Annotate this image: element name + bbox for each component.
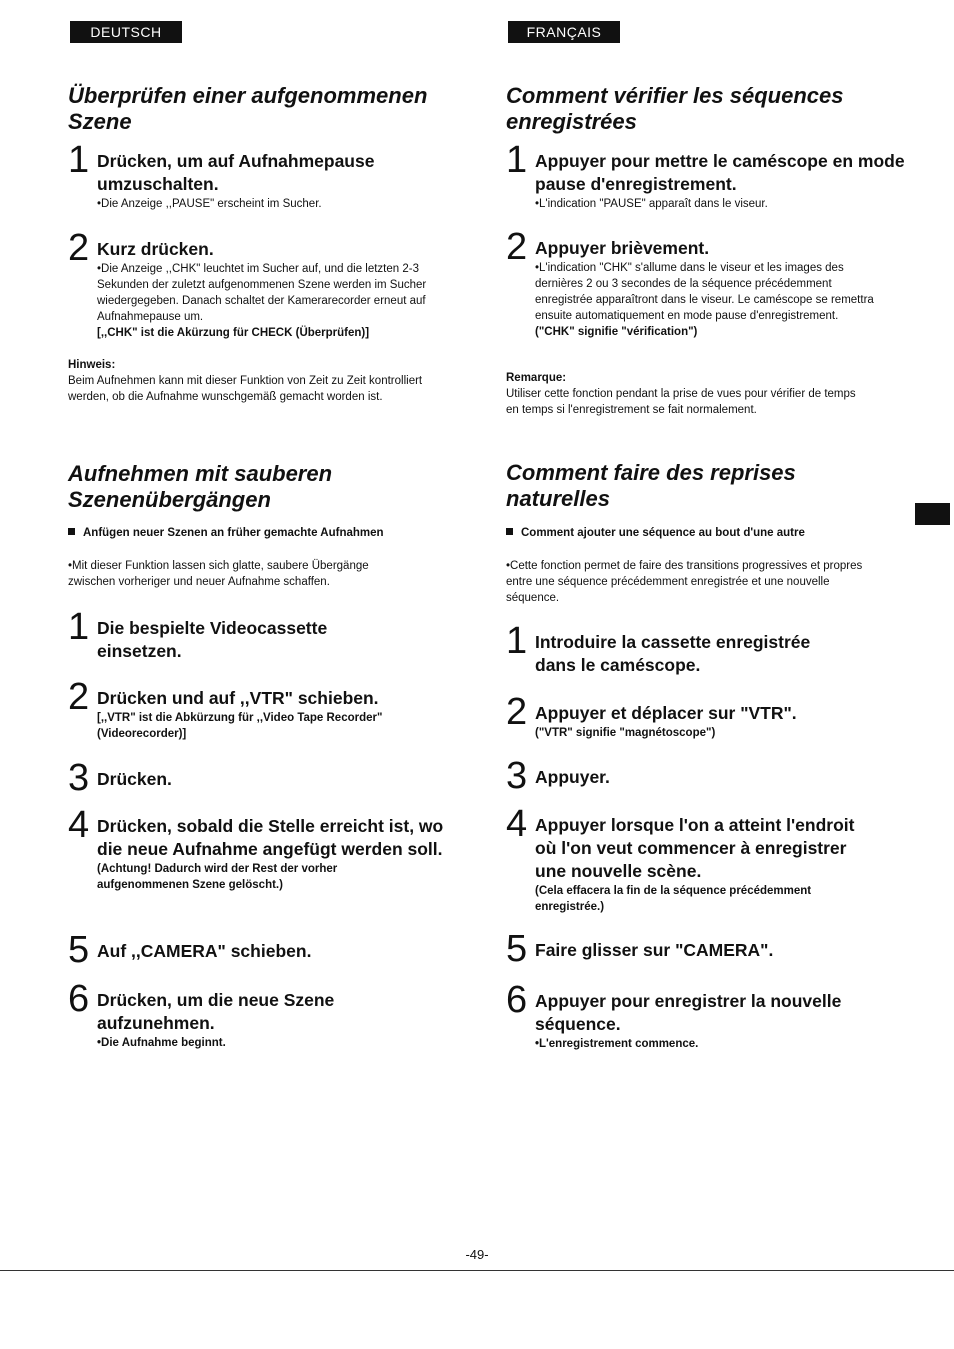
step-t1 — [506, 620, 891, 677]
step-number: 2 — [68, 227, 90, 269]
step-number: 1 — [68, 606, 90, 648]
step-text: Drücken, sobald die Stelle erreicht ist, wo die neue Aufnahme angefügt werden soll. — [97, 816, 444, 859]
hint-text: Beim Aufnehmen kann mit dieser Funktion von Zeit zu Zeit kontrolliert werden, ob die Aufnahme wunschgemäß gemacht worden ist. — [68, 375, 423, 403]
intro-text: •Mit dieser Funktion lassen sich glatte, saubere Übergänge zwischen vorheriger und neuer Aufnahme schaffen. — [68, 560, 369, 588]
sub-heading — [506, 527, 805, 539]
abbreviation-note: [,,CHK" ist die Akürzung für CHECK (Überprüfen)] — [97, 327, 370, 339]
section-title-natural-retakes: Comment faire des reprises naturelles — [506, 460, 796, 511]
step-number: 1 — [506, 620, 528, 662]
step-t4 — [68, 804, 453, 893]
step-number: 1 — [506, 139, 528, 181]
step-text: Appuyer brièvement. — [535, 238, 710, 258]
section-title-check-sequences: Comment vérifier les séquences enregistrées — [506, 83, 844, 134]
step-t1 — [68, 606, 453, 663]
step-number: 4 — [506, 803, 528, 845]
remark-label: Remarque: — [506, 372, 567, 384]
step-t5 — [506, 928, 891, 970]
step-number: 2 — [506, 226, 528, 268]
step-number: 5 — [68, 929, 90, 971]
step-t2 — [68, 676, 453, 742]
step-t6 — [68, 978, 453, 1051]
remark-text: Utiliser cette fonction pendant la prise de vues pour vérifier de temps en temps si l'enregistrement se fait normalement. — [506, 388, 856, 416]
step-text: Kurz drücken. — [97, 239, 214, 259]
language-tab: FRANÇAIS — [508, 21, 620, 43]
step-note: ("VTR" signifie "magnétoscope") — [535, 727, 716, 739]
step-number: 3 — [506, 755, 528, 797]
section-title-check-scene: Überprüfen einer aufgenommenen Szene — [68, 83, 428, 134]
step-text: Appuyer pour enregistrer la nouvelle séquence. — [535, 991, 842, 1034]
step-t3 — [506, 755, 891, 797]
step-1 — [68, 139, 453, 212]
step-number: 6 — [68, 978, 90, 1020]
step-text: Faire glisser sur "CAMERA". — [535, 940, 774, 960]
hint-label: Hinweis: — [68, 359, 116, 371]
step-number: 4 — [68, 804, 90, 846]
step-t6 — [506, 979, 891, 1052]
step-note: •L'indication "PAUSE" apparaît dans le viseur. — [535, 198, 768, 210]
abbreviation-note: ("CHK" signifie "vérification") — [535, 326, 698, 338]
step-note: [,,VTR" ist die Abkürzung für ,,Video Tape Recorder" (Videorecorder)] — [97, 712, 383, 740]
step-2 — [68, 227, 453, 341]
square-bullet-icon — [506, 528, 513, 535]
step-text: Introduire la cassette enregistrée dans le caméscope. — [535, 632, 811, 675]
step-t2 — [506, 691, 891, 741]
step-text: Appuyer pour mettre le caméscope en mode pause d'enregistrement. — [535, 151, 905, 194]
section-edge-marker — [915, 503, 950, 525]
sub-heading-text: Comment ajouter une séquence au bout d'une autre — [521, 527, 805, 539]
step-note: (Cela effacera la fin de la séquence précédemment enregistrée.) — [535, 885, 812, 913]
section-title-clean-transitions: Aufnehmen mit sauberen Szenenübergängen — [68, 461, 333, 512]
step-text: Drücken, um die neue Szene aufzunehmen. — [97, 990, 335, 1033]
step-text: Drücken. — [97, 769, 172, 789]
step-number: 6 — [506, 979, 528, 1021]
step-text: Auf ,,CAMERA" schieben. — [97, 941, 312, 961]
square-bullet-icon — [68, 528, 75, 535]
step-text: Appuyer. — [535, 767, 610, 787]
hint-block — [68, 357, 428, 405]
bottom-rule — [0, 1270, 954, 1271]
step-note: (Achtung! Dadurch wird der Rest der vorher aufgenommenen Szene gelöscht.) — [97, 863, 338, 891]
step-note: •Die Anzeige ,,PAUSE" erscheint im Sucher. — [97, 198, 322, 210]
step-note: •Die Anzeige ,,CHK" leuchtet im Sucher auf, und die letzten 2-3 Sekunden der zuletzt aufgenommenen Szene werden im Sucher wiedergegeben. Danach schaltet der Kamerarecorder erneut auf Aufnahmepause um. — [97, 263, 427, 323]
step-note: •Die Aufnahme beginnt. — [97, 1037, 226, 1049]
sub-heading — [68, 527, 384, 539]
step-t3 — [68, 757, 453, 799]
step-number: 1 — [68, 139, 90, 181]
step-number: 2 — [68, 676, 90, 718]
step-text: Appuyer et déplacer sur "VTR". — [535, 703, 797, 723]
page-number: -49- — [465, 1247, 489, 1262]
step-text: Die bespielte Videocassette einsetzen. — [97, 618, 328, 661]
intro-text: •Cette fonction permet de faire des transitions progressives et propres entre une séquence précédemment enregistrée et une nouvelle séquence. — [506, 560, 863, 604]
step-text: Drücken und auf ,,VTR" schieben. — [97, 688, 379, 708]
sub-heading-text: Anfügen neuer Szenen an früher gemachte Aufnahmen — [83, 527, 384, 539]
step-number: 3 — [68, 757, 90, 799]
remark-block — [506, 370, 856, 418]
step-t5 — [68, 929, 453, 971]
step-text: Appuyer lorsque l'on a atteint l'endroit où l'on veut commencer à enregistrer une nouvelle scène. — [535, 815, 855, 881]
step-note: •L'indication "CHK" s'allume dans le viseur et les images des dernières 2 ou 3 secondes de la séquence précédemment enregistrée apparaîtront dans le viseur. Le caméscope se remettra ensuite automatiquement en mode pause d'enregistrement. — [535, 262, 874, 322]
step-1 — [506, 139, 906, 212]
step-number: 5 — [506, 928, 528, 970]
step-2 — [506, 226, 906, 340]
language-tab: DEUTSCH — [70, 21, 182, 43]
step-t4 — [506, 803, 891, 915]
step-note: •L'enregistrement commence. — [535, 1038, 699, 1050]
step-number: 2 — [506, 691, 528, 733]
step-text: Drücken, um auf Aufnahmepause umzuschalten. — [97, 151, 375, 194]
